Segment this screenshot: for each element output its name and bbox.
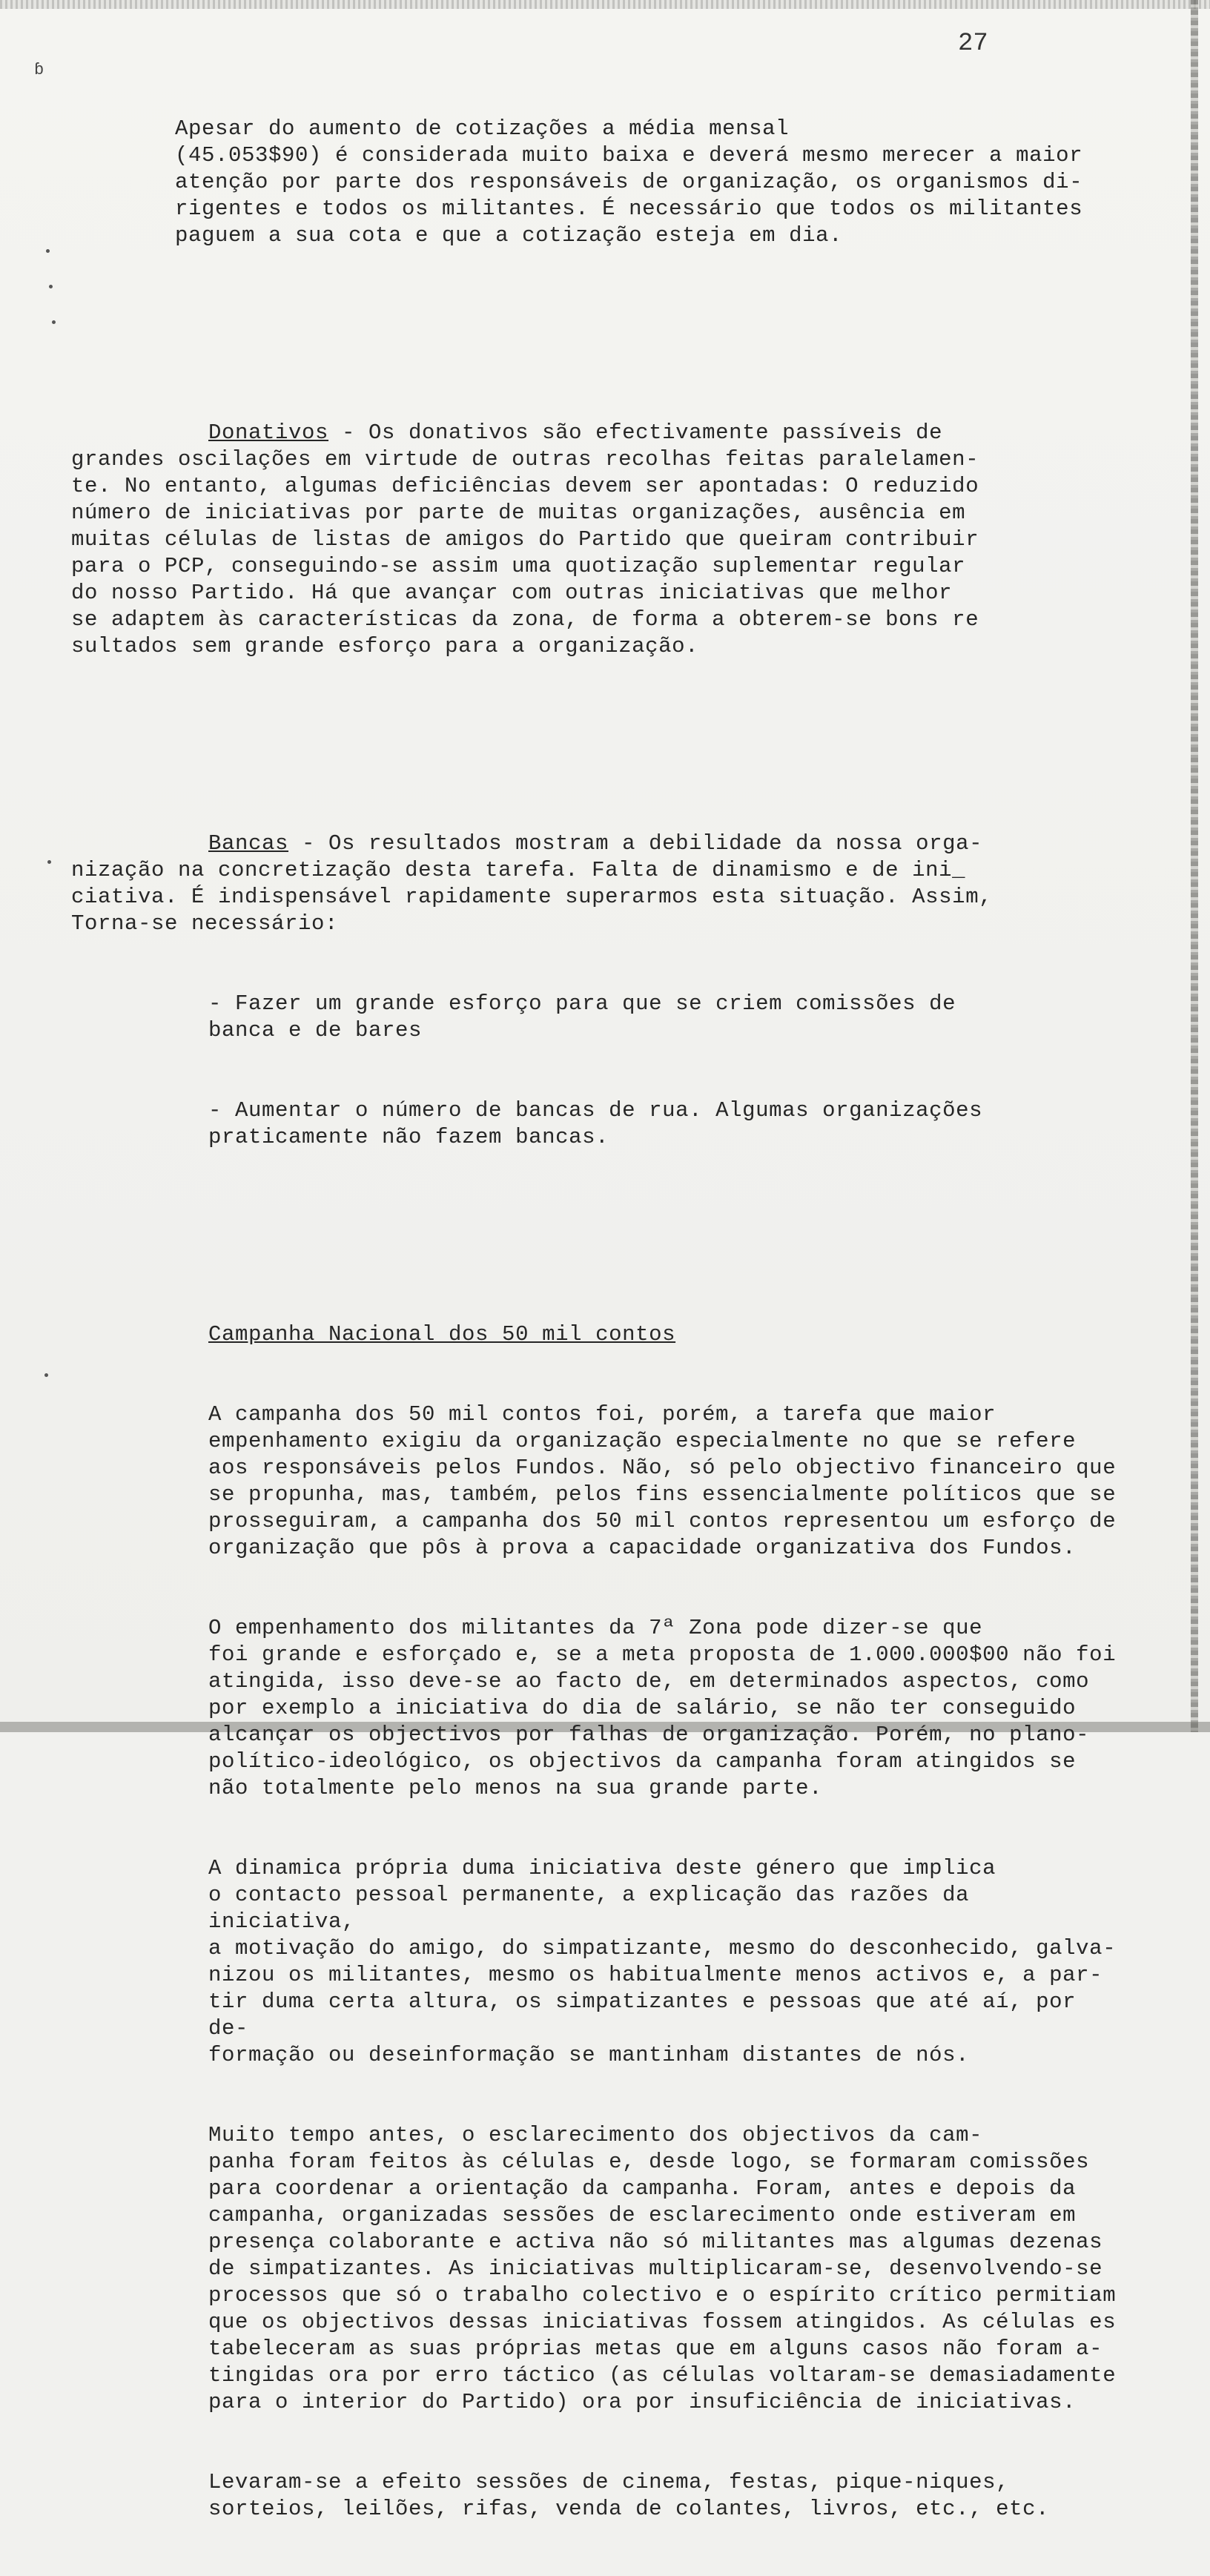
- campanha-paragraph-3: A dinamica própria duma iniciativa deste género que implica o contacto pessoal permanente, a explicação das razões da iniciativa, a motivação do amigo, do simpatizante, mesmo do desconhecido, galva- nizou os militantes, mesmo os habitualmente menos activos e, a par- tir duma certa altura, os simpatizantes e pessoas que até aí, por de- formação ou deseinformação se mantinham distantes de nós.: [208, 1856, 1117, 2067]
- paragraph-donativos: [71, 420, 1124, 660]
- donativos-body: - Os donativos são efectivamente passíveis de grandes oscilações em virtude de outras recolhas feitas paralelamen- te. No entanto, algumas deficiências devem ser apontadas: O reduzido número de iniciativas por parte de muitas organizações, ausência em muitas células de listas de amigos do Partido que queiram contribuir para o PCP, conseguindo-se assim uma quotização suplementar regular do nosso Partido. Há que avançar com outras iniciativas que melhor se adaptem às características da zona, de forma a obterem-se bons re sultados sem grande esforço para a organização.: [71, 420, 979, 658]
- margin-dot: [46, 249, 50, 253]
- margin-dot: [52, 320, 56, 324]
- heading-donativos: Donativos: [208, 420, 329, 445]
- scan-edge-right: [1191, 0, 1198, 1732]
- bancas-body: - Os resultados mostram a debilidade da nossa orga- nização na concretização desta tarefa. Falta de dinamismo e de ini_ ciativa. É indispensável rapidamente superarmos esta situação. Assim, Torna-se necessário:: [71, 831, 993, 936]
- campanha-paragraph-5: Levaram-se a efeito sessões de cinema, festas, pique-niques, sorteios, leilões, rifas, venda de colantes, livros, etc., etc.: [208, 2470, 1050, 2521]
- margin-dot: [44, 1373, 48, 1377]
- margin-dot: [47, 860, 51, 864]
- campanha-paragraph-1: A campanha dos 50 mil contos foi, porém, a tarefa que maior empenhamento exigiu da organização especialmente no que se refere aos responsáveis pelos Fundos. Não, só pelo objectivo financeiro que se propunha, mas, também, pelos fins essencialmente políticos que se prosseguiram, a campanha dos 50 mil contos representou um esforço de organização que pôs à prova a capacidade organizativa dos Fundos.: [208, 1402, 1117, 1560]
- heading-campanha: Campanha Nacional dos 50 mil contos: [208, 1322, 676, 1347]
- paragraph-bancas: [71, 830, 1124, 937]
- bancas-item-1: - Fazer um grande esforço para que se criem comissões de banca e de bares: [208, 991, 956, 1043]
- margin-dot: [49, 285, 53, 288]
- document-body: [71, 62, 1124, 2576]
- heading-bancas: Bancas: [208, 831, 289, 856]
- bancas-item-2: - Aumentar o número de bancas de rua. Algumas organizações praticamente não fazem bancas.: [208, 1098, 983, 1149]
- campanha-paragraph-2: O empenhamento dos militantes da 7ª Zona pode dizer-se que foi grande e esforçado e, se a meta proposta de 1.000.000$00 não foi atingida, isso deve-se ao facto de, em determinados aspectos, como por exemplo a iniciativa do dia de salário, se não ter conseguido alcançar os objectivos por falhas de organização. Porém, no plano- político-ideológico, os objectivos da campanha foram atingidos se não totalmente pelo menos na sua grande parte.: [208, 1616, 1117, 1800]
- page-number: 27: [958, 30, 988, 58]
- scan-edge-top: [0, 0, 1210, 9]
- paragraph-cotizacoes: Apesar do aumento de cotizações a média mensal (45.053$90) é considerada muito baixa e deverá mesmo merecer a maior atenção por parte dos responsáveis de organização, os organismos di- rigentes e todos os militantes. É necessário que todos os militantes paguem a sua cota e que a cotização esteja em dia.: [175, 116, 1083, 248]
- campanha-paragraph-4: Muito tempo antes, o esclarecimento dos objectivos da cam- panha foram feitos às células e, desde logo, se formaram comissões para coordenar a orientação da campanha. Foram, antes e depois da campanha, organizadas sessões de esclarecimento onde estiveram em presença colaborante e activa não só militantes mas algumas dezenas de simpatizantes. As iniciativas multiplicaram-se, desenvolvendo-se processos que só o trabalho colectivo e o espírito crítico permitiam que os objectivos dessas iniciativas fossem atingidos. As células es tabeleceram as suas próprias metas que em alguns casos não foram a- tingidas ora por erro táctico (as células voltaram-se demasiadamente para o interior do Partido) ora por insuficiência de iniciativas.: [208, 2123, 1117, 2414]
- corner-mark: ɓ: [34, 61, 44, 79]
